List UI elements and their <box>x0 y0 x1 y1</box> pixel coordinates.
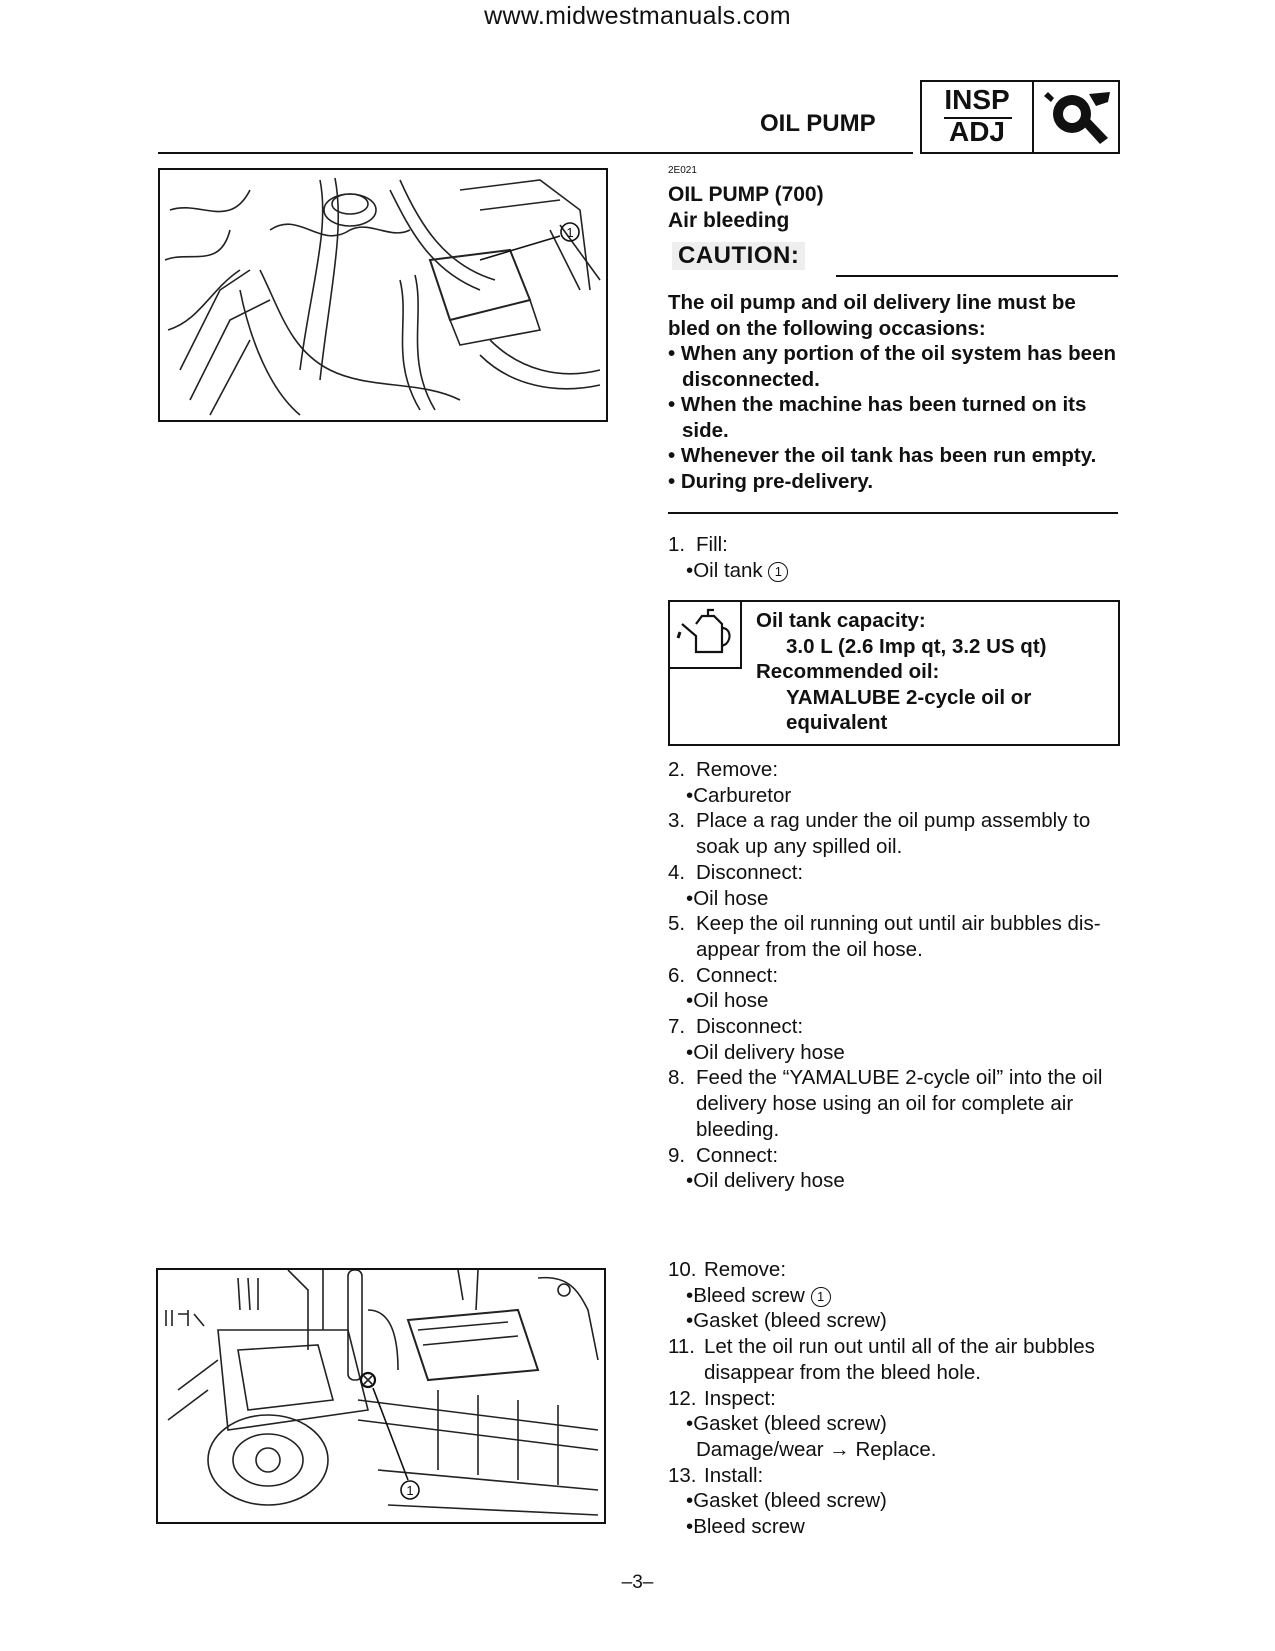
step-text: disappear from the bleed hole. <box>704 1360 981 1384</box>
step-text: Place a rag under the oil pump assembly to <box>696 809 1091 833</box>
step-number: 7. <box>668 1015 686 1039</box>
step-item: Gasket (bleed screw) <box>693 1489 887 1513</box>
oil-spec-box <box>668 600 1120 746</box>
step-text: Install: <box>704 1463 764 1487</box>
step-item: Gasket (bleed screw) <box>693 1412 887 1436</box>
caution-item: During pre-delivery. <box>680 469 874 493</box>
badge-adj: ADJ <box>948 116 1005 147</box>
caution-end-rule <box>668 512 1118 514</box>
step-number: 4. <box>668 860 686 884</box>
step-item: Oil hose <box>693 989 769 1013</box>
fig2-callout: 1 <box>406 1483 414 1498</box>
step-text: Connect: <box>696 963 779 987</box>
step-number: 1. <box>668 533 686 556</box>
step-number: 5. <box>668 912 686 936</box>
ref-callout: 1 <box>811 1287 831 1307</box>
step-result: Damage/wear → Replace. <box>696 1437 937 1461</box>
step-text: delivery hose using an oil for complete air <box>696 1092 1074 1116</box>
section-title: OIL PUMP <box>760 110 876 137</box>
step-number: 11. <box>668 1335 695 1359</box>
engine-figure-bleed-screw <box>156 1268 606 1524</box>
capacity-value: 3.0 L (2.6 Imp qt, 3.2 US qt) <box>786 634 1047 658</box>
fig1-callout: 1 <box>566 225 574 240</box>
oil-value: equivalent <box>786 711 888 734</box>
website-url: www.midwestmanuals.com <box>484 2 791 30</box>
steps-10-13: 10. Remove: •Bleed screw 1 •Gasket (bleed screw) 11. Let the oil run out until all of the air bubbles disappear from the bleed hole. 12. Inspect: •Gasket (bleed screw) Damage/wear → Replace. 13. Install: •Gasket (bleed screw) •Bleed screw <box>668 1257 1120 1540</box>
caution-item: When the machine has been turned on its side. <box>680 393 1087 442</box>
step-text: Feed the “YAMALUBE 2-cycle oil” into the oil <box>696 1066 1103 1090</box>
title-main: OIL PUMP (700) <box>668 183 824 206</box>
step-text: Keep the oil running out until air bubbles dis- <box>696 912 1101 936</box>
step-text: bleeding. <box>696 1117 780 1141</box>
step-item: Carburetor <box>693 783 792 807</box>
step-item: Oil tank <box>693 558 763 582</box>
caution-text: The oil pump and oil delivery line must be bled on the following occasions: • When any portion of the oil system has been disconnected. • When the machine has been turned on its side. • Whenever the oil tank has been run empty. • During pre-delivery. <box>668 291 1116 493</box>
caution-rule <box>836 275 1118 277</box>
oil-can-icon <box>670 602 742 669</box>
step-item: Oil delivery hose <box>693 1040 845 1064</box>
caution-label: CAUTION: <box>672 242 805 270</box>
title-sub: Air bleeding <box>668 209 790 232</box>
step-number: 12. <box>668 1386 697 1410</box>
step-number: 2. <box>668 758 686 781</box>
step-text: soak up any spilled oil. <box>696 835 903 859</box>
step-text: Fill: <box>696 533 728 556</box>
step-text: Connect: <box>696 1143 779 1167</box>
step-text: Let the oil run out until all of the air bubbles <box>704 1335 1095 1359</box>
step-number: 9. <box>668 1143 686 1167</box>
step-1: 1. Fill: •Oil tank 1 <box>668 532 1120 583</box>
ref-callout: 1 <box>768 562 788 582</box>
step-number: 10. <box>668 1258 697 1281</box>
insp-adj-badge <box>920 80 1120 154</box>
steps-2-9: 2. Remove: •Carburetor 3. Place a rag under the oil pump assembly to soak up any spilled oil. 4. Disconnect: •Oil hose 5. Keep the oil running out until air bubbles dis- appear from the oil hose. 6. Connect: •Oil hose 7. Disconnect: •Oil delivery hose 8. Feed the “YAMALUBE 2-cycle oil” into the oil delivery hose using an oil for complete air bleeding. 9. Connect: •Oil delivery hose <box>668 757 1120 1194</box>
step-number: 3. <box>668 809 686 833</box>
badge-insp: INSP <box>944 84 1010 115</box>
step-number: 13. <box>668 1463 697 1487</box>
procedure-title <box>668 182 824 234</box>
caution-item: Whenever the oil tank has been run empty. <box>680 444 1097 467</box>
engine-figure-oil-tank <box>158 168 608 422</box>
step-item: Bleed screw <box>693 1283 805 1307</box>
page-number: –3– <box>621 1572 654 1593</box>
section-code: 2E021 <box>668 165 697 176</box>
step-text: Remove: <box>696 758 779 781</box>
step-text: appear from the oil hose. <box>696 937 923 961</box>
oil-value: YAMALUBE 2-cycle oil or <box>786 685 1032 709</box>
step-item: Oil hose <box>693 886 769 910</box>
step-text: Disconnect: <box>696 1015 804 1039</box>
caution-intro: The oil pump and oil delivery line must be bled on the following occasions: <box>668 291 1076 340</box>
capacity-label: Oil tank capacity: <box>756 609 926 632</box>
wrench-magnifier-icon <box>1034 84 1118 150</box>
step-item: Gasket (bleed screw) <box>693 1309 887 1333</box>
header-rule <box>158 152 913 154</box>
step-text: Remove: <box>704 1258 787 1281</box>
step-item: Bleed screw <box>693 1515 805 1539</box>
step-text: Disconnect: <box>696 860 804 884</box>
oil-label: Recommended oil: <box>756 660 940 683</box>
step-text: Inspect: <box>704 1386 776 1410</box>
caution-item: When any portion of the oil system has been disconnected. <box>680 342 1116 391</box>
step-number: 6. <box>668 963 686 987</box>
step-number: 8. <box>668 1066 686 1090</box>
step-item: Oil delivery hose <box>693 1169 845 1193</box>
